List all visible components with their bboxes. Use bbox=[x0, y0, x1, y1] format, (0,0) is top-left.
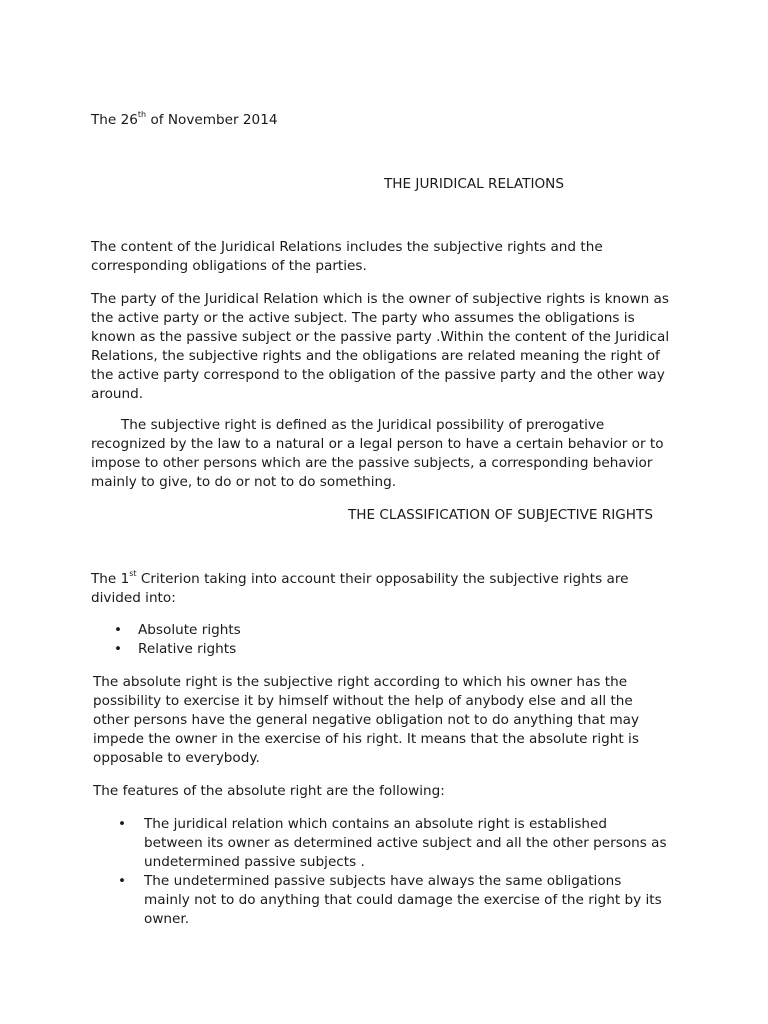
paragraph-absolute-right bbox=[93, 673, 639, 768]
text-line: opposable to everybody. bbox=[93, 750, 260, 766]
list-item-text: Relative rights bbox=[138, 641, 237, 657]
text-line: other persons have the general negative obligation not to do anything that may bbox=[93, 712, 640, 728]
text-line: The absolute right is the subjective right according to which his owner has the bbox=[93, 674, 628, 690]
text-line: recognized by the law to a natural or a legal person to have a certain behavior or to bbox=[91, 436, 664, 452]
text-line: mainly to give, to do or not to do something. bbox=[91, 474, 397, 490]
list-item-text: The undetermined passive subjects have always the same obligations bbox=[144, 873, 622, 889]
text-line: The party of the Juridical Relation which is the owner of subjective rights is known as bbox=[91, 291, 669, 307]
heading-juridical-relations: THE JURIDICAL RELATIONS bbox=[384, 176, 564, 192]
date-suffix: of November 2014 bbox=[146, 112, 278, 128]
text-line: the active party or the active subject. The party who assumes the obligations is bbox=[91, 310, 635, 326]
paragraph-active-passive-party bbox=[91, 290, 669, 404]
paragraph-first-criterion bbox=[91, 570, 628, 608]
text-line bbox=[91, 570, 628, 589]
paragraph-features-intro: The features of the absolute right are the following: bbox=[93, 783, 445, 799]
text-line: impede the owner in the exercise of his right. It means that the absolute right is bbox=[93, 731, 639, 747]
list-item-text: The juridical relation which contains an absolute right is established bbox=[144, 816, 608, 832]
list-item bbox=[114, 621, 241, 640]
bullet-icon: • bbox=[118, 816, 127, 832]
criterion-text: Criterion taking into account their opposability the subjective rights are bbox=[136, 571, 629, 587]
list-item-text: mainly not to do anything that could damage the exercise of the right by its bbox=[144, 892, 662, 908]
text-line: The content of the Juridical Relations includes the subjective rights and the bbox=[91, 239, 603, 255]
text-line: The subjective right is defined as the Juridical possibility of prerogative bbox=[121, 417, 605, 433]
criterion-prefix: The 1 bbox=[91, 571, 130, 587]
list-item-text: owner. bbox=[144, 911, 190, 927]
text-line: possibility to exercise it by himself without the help of anybody else and all the bbox=[93, 693, 633, 709]
document-date bbox=[91, 111, 278, 130]
date-prefix: The 26 bbox=[91, 112, 138, 128]
list-item-text: undetermined passive subjects . bbox=[144, 854, 365, 870]
date-ordinal-suffix: th bbox=[137, 110, 147, 120]
text-line: corresponding obligations of the parties. bbox=[91, 258, 367, 274]
list-item bbox=[118, 815, 667, 872]
criterion-ordinal-suffix: st bbox=[129, 569, 137, 579]
text-line: Relations, the subjective rights and the obligations are related meaning the right of bbox=[91, 348, 660, 364]
bullet-icon: • bbox=[114, 622, 123, 638]
absolute-right-features-list bbox=[118, 815, 667, 929]
paragraph-content-of-relations bbox=[91, 238, 603, 276]
rights-type-list bbox=[114, 621, 241, 659]
list-item-text: Absolute rights bbox=[138, 622, 241, 638]
paragraph-subjective-right-definition bbox=[91, 416, 664, 492]
text-line: the active party correspond to the obligation of the passive party and the other way bbox=[91, 367, 665, 383]
heading-classification-of-rights: THE CLASSIFICATION OF SUBJECTIVE RIGHTS bbox=[348, 507, 653, 523]
list-item bbox=[118, 872, 667, 929]
text-line: impose to other persons which are the passive subjects, a corresponding behavior bbox=[91, 455, 653, 471]
list-item-text: between its owner as determined active subject and all the other persons as bbox=[144, 835, 667, 851]
list-item bbox=[114, 640, 241, 659]
bullet-icon: • bbox=[114, 641, 123, 657]
text-line: divided into: bbox=[91, 590, 176, 606]
bullet-icon: • bbox=[118, 873, 127, 889]
text-line: known as the passive subject or the passive party .Within the content of the Juridical bbox=[91, 329, 670, 345]
text-line: around. bbox=[91, 386, 144, 402]
